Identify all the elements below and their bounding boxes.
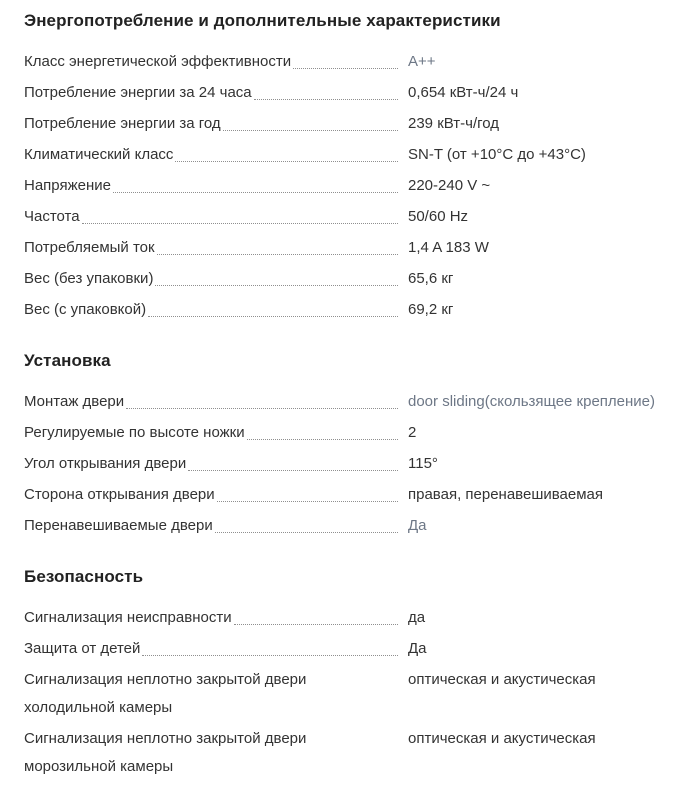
dotted-leader — [157, 254, 398, 255]
dotted-leader — [215, 532, 398, 533]
spec-value-energy-year: 239 кВт-ч/год — [408, 115, 500, 132]
spec-value-fridge-door-alarm: оптическая и акустическая — [408, 671, 596, 688]
spec-value-frequency: 50/60 Hz — [408, 208, 469, 225]
spec-value-voltage: 220-240 V ~ — [408, 177, 491, 194]
spec-value-weight-gross: 69,2 кг — [408, 301, 454, 318]
spec-value-fault-alarm: да — [408, 609, 426, 626]
spec-label: Перенавешиваемые двери — [24, 517, 213, 534]
spec-row-energy-year — [24, 110, 677, 138]
dotted-leader — [126, 408, 398, 409]
spec-row-freezer-door-alarm — [24, 725, 677, 781]
dotted-leader — [234, 624, 398, 625]
dotted-leader — [82, 223, 398, 224]
spec-value-energy-class[interactable]: A++ — [408, 53, 436, 70]
spec-value-reversible-doors[interactable]: Да — [408, 517, 427, 534]
dotted-leader — [113, 192, 398, 193]
spec-value-climate-class: SN-T (от +10°C до +43°C) — [408, 146, 586, 163]
section-title-safety: Безопасность — [24, 567, 144, 586]
dotted-leader — [155, 285, 398, 286]
spec-label: Климатический класс — [24, 146, 174, 163]
spec-value-current: 1,4 A 183 W — [408, 239, 489, 256]
spec-label: Угол открывания двери — [24, 455, 187, 472]
spec-row-weight-net — [24, 265, 677, 293]
spec-value-door-mount[interactable]: door sliding(скользящее крепление) — [408, 393, 656, 410]
spec-row-energy-24h — [24, 79, 677, 107]
spec-label: Сторона открывания двери — [24, 486, 215, 503]
spec-value-energy-24h: 0,654 кВт-ч/24 ч — [408, 84, 519, 101]
spec-label: Сигнализация неисправности — [24, 609, 232, 626]
spec-value-door-side: правая, перенавешиваемая — [408, 486, 603, 503]
spec-label: Монтаж двери — [24, 393, 125, 410]
dotted-leader — [188, 470, 398, 471]
spec-label: Потребляемый ток — [24, 239, 155, 256]
spec-label: Вес (без упаковки) — [24, 270, 154, 287]
spec-row-door-angle — [24, 450, 677, 478]
spec-row-weight-gross — [24, 296, 677, 324]
spec-label: Сигнализация неплотно закрытой двери холодильной камеры — [24, 671, 307, 716]
spec-row-climate-class — [24, 141, 677, 169]
dotted-leader — [175, 161, 398, 162]
spec-row-adjustable-feet — [24, 419, 677, 447]
section-safety — [24, 564, 677, 781]
spec-value-weight-net: 65,6 кг — [408, 270, 454, 287]
spec-row-voltage — [24, 172, 677, 200]
section-energy — [24, 8, 677, 324]
spec-label: Частота — [24, 208, 80, 225]
spec-label: Потребление энергии за 24 часа — [24, 84, 252, 101]
spec-row-current — [24, 234, 677, 262]
spec-row-reversible-doors — [24, 512, 677, 540]
spec-value-child-lock: Да — [408, 640, 427, 657]
spec-row-fault-alarm — [24, 604, 677, 632]
dotted-leader — [223, 130, 398, 131]
section-title-energy: Энергопотребление и дополнительные характеристики — [24, 11, 501, 30]
dotted-leader — [254, 99, 398, 100]
spec-label: Вес (с упаковкой) — [24, 301, 147, 318]
spec-label: Класс энергетической эффективности — [24, 53, 292, 70]
spec-value-freezer-door-alarm: оптическая и акустическая — [408, 730, 596, 747]
section-title-installation: Установка — [24, 351, 111, 370]
dotted-leader — [293, 68, 398, 69]
spec-row-energy-class — [24, 48, 677, 76]
dotted-leader — [148, 316, 398, 317]
section-installation — [24, 348, 677, 540]
spec-label: Потребление энергии за год — [24, 115, 221, 132]
dotted-leader — [142, 655, 398, 656]
dotted-leader — [217, 501, 398, 502]
spec-label: Сигнализация неплотно закрытой двери морозильной камеры — [24, 730, 307, 775]
dotted-leader — [247, 439, 398, 440]
spec-row-child-lock — [24, 635, 677, 663]
spec-row-door-side — [24, 481, 677, 509]
spec-value-door-angle: 115° — [408, 455, 438, 472]
spec-row-door-mount — [24, 388, 677, 416]
spec-row-fridge-door-alarm — [24, 666, 677, 722]
spec-value-adjustable-feet: 2 — [408, 424, 417, 441]
spec-label: Защита от детей — [24, 640, 141, 657]
spec-label: Напряжение — [24, 177, 111, 194]
spec-row-frequency — [24, 203, 677, 231]
spec-label: Регулируемые по высоте ножки — [24, 424, 245, 441]
